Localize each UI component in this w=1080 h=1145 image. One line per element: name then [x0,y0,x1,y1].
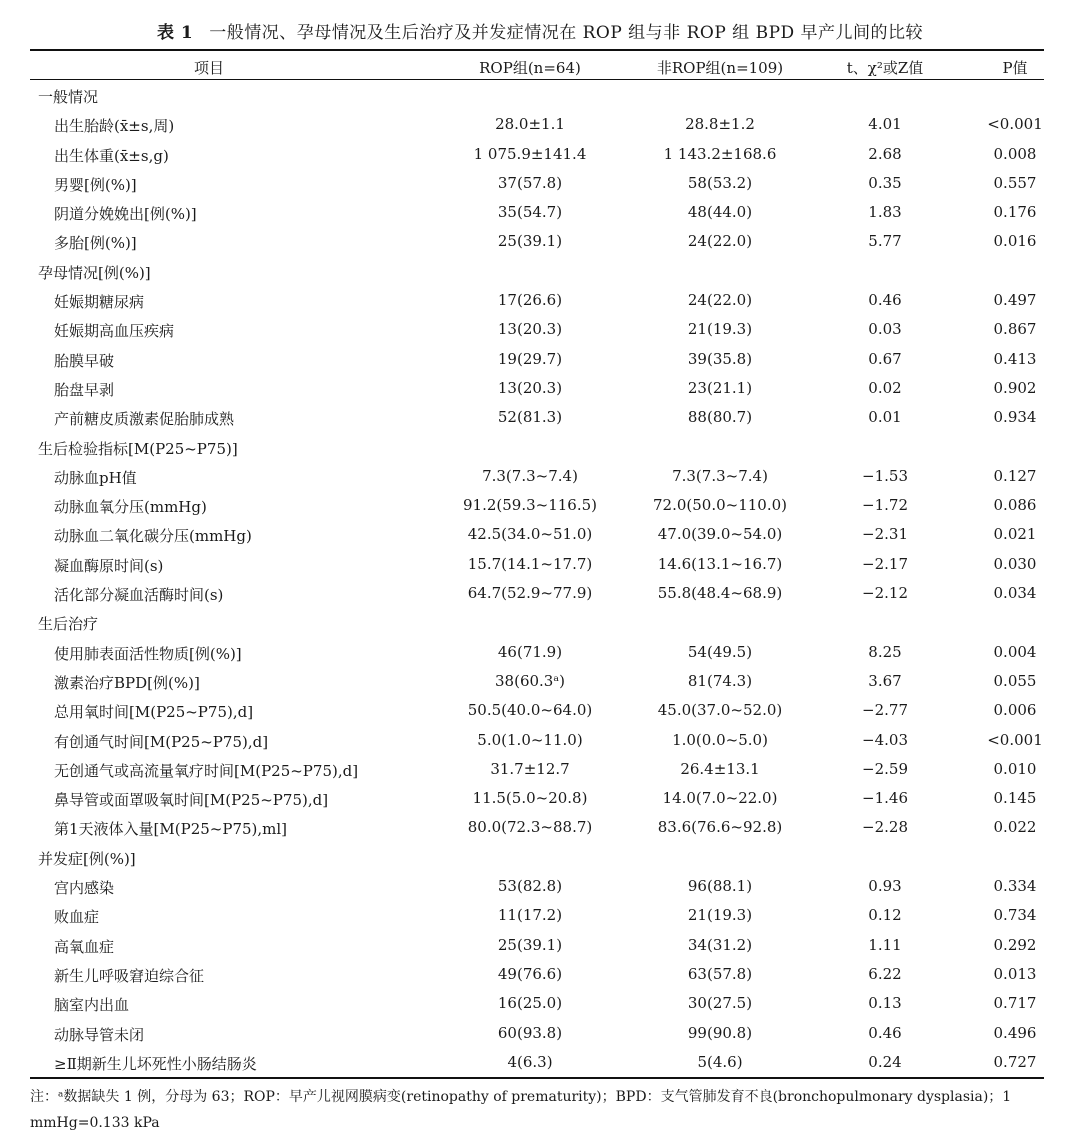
table-header [30,52,1044,80]
cell-rop: 11(17.2) [497,906,563,925]
cell-item: 脑室内出血 [54,996,130,1015]
cell-rop: 11.5(5.0~20.8) [472,789,588,808]
top-rule [30,49,1044,51]
cell-p-value: 0.292 [993,935,1037,954]
table-row [30,756,1044,785]
cell-rop: 46(71.9) [497,642,563,661]
header-non-rop-group: 非ROP组(n=109) [656,59,784,77]
cell-rop: 5.0(1.0~11.0) [477,730,583,749]
cell-rop: 35(54.7) [497,203,563,222]
header-p-value: P值 [1002,59,1028,77]
cell-rop: 4(6.3) [507,1052,553,1071]
cell-non-rop: 58(53.2) [687,173,753,192]
cell-non-rop: 72.0(50.0~110.0) [652,496,787,515]
cell-p-value: 0.013 [993,964,1037,983]
cell-item: 妊娠期高血压疾病 [54,322,175,341]
cell-non-rop: 34(31.2) [687,935,753,954]
cell-p-value: 0.334 [993,877,1037,896]
cell-non-rop: 21(19.3) [687,906,753,925]
cell-rop: 49(76.6) [497,964,563,983]
cell-rop: 42.5(34.0~51.0) [467,525,593,544]
table-title: 一般情况、孕母情况及生后治疗及并发症情况在 ROP 组与非 ROP 组 BPD 早产儿间的比较 [209,23,924,43]
cell-statistic: 0.46 [868,1023,902,1042]
cell-statistic: 0.13 [868,994,902,1013]
cell-non-rop: 88(80.7) [687,408,753,427]
cell-non-rop: 21(19.3) [687,320,753,339]
table-row [30,492,1044,521]
cell-statistic: 0.02 [868,378,902,397]
cell-rop: 60(93.8) [497,1023,563,1042]
section-row [30,82,1044,111]
cell-statistic: 5.77 [868,232,902,251]
cell-p-value: 0.016 [993,232,1037,251]
cell-statistic: −2.59 [862,759,908,778]
cell-p-value: 0.022 [993,818,1037,837]
cell-statistic: 0.67 [868,349,902,368]
cell-non-rop: 83.6(76.6~92.8) [657,818,783,837]
table-row [30,814,1044,843]
cell-rop: 25(39.1) [497,232,563,251]
table-row [30,228,1044,257]
cell-item: 动脉血pH值 [54,468,137,487]
table-row [30,727,1044,756]
cell-statistic: 4.01 [868,115,902,134]
cell-item: 妊娠期糖尿病 [54,293,145,312]
cell-p-value: 0.055 [993,671,1037,690]
table-row [30,287,1044,316]
cell-p-value: 0.127 [993,466,1037,485]
cell-item: 阴道分娩娩出[例(%)] [54,205,197,224]
cell-p-value: 0.902 [993,378,1037,397]
cell-statistic: 0.93 [868,877,902,896]
cell-item: 活化部分凝血活酶时间(s) [54,586,224,605]
cell-item: 新生儿呼吸窘迫综合征 [54,966,205,985]
section-row [30,844,1044,873]
cell-p-value: 0.010 [993,759,1037,778]
cell-item: 动脉导管未闭 [54,1025,145,1044]
bottom-rule [30,1077,1044,1079]
table-row [30,1049,1044,1078]
table-row [30,404,1044,433]
section-row [30,434,1044,463]
cell-item: ≥Ⅱ期新生儿坏死性小肠结肠炎 [54,1054,257,1073]
cell-statistic: 1.11 [868,935,902,954]
cell-item: 动脉血二氧化碳分压(mmHg) [54,527,252,546]
cell-p-value: 0.867 [993,320,1037,339]
header-item: 项目 [193,59,224,77]
table-row [30,316,1044,345]
cell-p-value: 0.496 [993,1023,1037,1042]
cell-non-rop: 30(27.5) [687,994,753,1013]
cell-non-rop: 26.4±13.1 [680,759,760,778]
cell-rop: 31.7±12.7 [490,759,570,778]
cell-statistic: −2.17 [862,554,908,573]
cell-rop: 80.0(72.3~88.7) [467,818,593,837]
cell-non-rop: 55.8(48.4~68.9) [657,584,783,603]
cell-non-rop: 24(22.0) [687,291,753,310]
header-rop-group: ROP组(n=64) [479,59,581,77]
table-row [30,1020,1044,1049]
table-row [30,141,1044,170]
cell-p-value: 0.734 [993,906,1037,925]
cell-statistic: 0.03 [868,320,902,339]
cell-item: 并发症[例(%)] [38,849,136,868]
cell-item: 产前糖皮质激素促胎肺成熟 [54,410,235,429]
cell-p-value: 0.717 [993,994,1037,1013]
cell-non-rop: 14.6(13.1~16.7) [657,554,783,573]
cell-non-rop: 7.3(7.3~7.4) [672,466,768,485]
cell-statistic: −2.28 [862,818,908,837]
cell-statistic: 8.25 [868,642,902,661]
cell-p-value: 0.934 [993,408,1037,427]
cell-non-rop: 28.8±1.2 [685,115,755,134]
cell-non-rop: 47.0(39.0~54.0) [657,525,783,544]
cell-rop: 53(82.8) [497,877,563,896]
table-row [30,668,1044,697]
cell-p-value: 0.008 [993,144,1037,163]
cell-p-value: 0.004 [993,642,1037,661]
cell-rop: 64.7(52.9~77.9) [467,584,593,603]
cell-statistic: −2.77 [862,701,908,720]
cell-item: 出生胎龄(x̄±s,周) [54,117,175,136]
header-rule [30,79,1044,80]
cell-p-value: 0.021 [993,525,1037,544]
cell-p-value: 0.086 [993,496,1037,515]
cell-item: 第1天液体入量[M(P25~P75),ml] [54,820,288,839]
cell-non-rop: 14.0(7.0~22.0) [662,789,778,808]
cell-item: 多胎[例(%)] [54,234,137,253]
cell-p-value: 0.176 [993,203,1037,222]
cell-item: 宫内感染 [54,879,115,898]
cell-p-value: 0.145 [993,789,1037,808]
cell-rop: 16(25.0) [497,994,563,1013]
cell-rop: 15.7(14.1~17.7) [467,554,593,573]
table-row [30,961,1044,990]
cell-p-value: <0.001 [987,730,1043,749]
table-row [30,932,1044,961]
cell-item: 败血症 [54,908,100,927]
cell-item: 一般情况 [38,88,99,106]
cell-item: 男婴[例(%)] [54,175,137,194]
cell-non-rop: 48(44.0) [687,203,753,222]
cell-rop: 38(60.3ᵃ) [495,671,565,690]
table-row [30,170,1044,199]
cell-rop: 37(57.8) [497,173,563,192]
cell-p-value: <0.001 [987,115,1043,134]
table-row [30,785,1044,814]
table-row [30,639,1044,668]
cell-non-rop: 23(21.1) [687,378,753,397]
cell-item: 胎盘早剥 [54,380,115,399]
table-label: 表 1 [156,23,194,43]
cell-statistic: 3.67 [868,671,902,690]
cell-non-rop: 5(4.6) [697,1052,743,1071]
table-row [30,375,1044,404]
cell-statistic: 2.68 [868,144,902,163]
cell-statistic: −1.72 [862,496,908,515]
cell-rop: 17(26.6) [497,291,563,310]
cell-rop: 1 075.9±141.4 [473,144,587,163]
cell-statistic: 0.01 [868,408,902,427]
cell-item: 总用氧时间[M(P25~P75),d] [54,703,254,722]
cell-statistic: 0.35 [868,173,902,192]
table-row [30,346,1044,375]
table-row [30,551,1044,580]
cell-item: 高氧血症 [54,937,115,956]
cell-statistic: −1.46 [862,789,908,808]
cell-item: 凝血酶原时间(s) [54,556,164,575]
cell-p-value: 0.413 [993,349,1037,368]
cell-rop: 7.3(7.3~7.4) [482,466,578,485]
cell-rop: 19(29.7) [497,349,563,368]
cell-item: 胎膜早破 [54,351,115,370]
cell-statistic: −2.12 [862,584,908,603]
section-row [30,609,1044,638]
cell-rop: 28.0±1.1 [495,115,565,134]
table-row [30,990,1044,1019]
cell-non-rop: 24(22.0) [687,232,753,251]
cell-p-value: 0.034 [993,584,1037,603]
cell-item: 生后治疗 [38,615,99,634]
table-row [30,873,1044,902]
table-row [30,199,1044,228]
table-row [30,580,1044,609]
cell-rop: 50.5(40.0~64.0) [467,701,593,720]
cell-p-value: 0.557 [993,173,1037,192]
cell-item: 出生体重(x̄±s,g) [54,146,169,165]
table-row [30,521,1044,550]
table-body [30,82,1044,1078]
cell-p-value: 0.030 [993,554,1037,573]
cell-item: 使用肺表面活性物质[例(%)] [54,644,242,663]
cell-item: 孕母情况[例(%)] [38,263,151,282]
cell-rop: 25(39.1) [497,935,563,954]
cell-rop: 13(20.3) [497,378,563,397]
table-row [30,463,1044,492]
section-row [30,258,1044,287]
cell-non-rop: 1.0(0.0~5.0) [672,730,768,749]
cell-non-rop: 63(57.8) [687,964,753,983]
cell-item: 鼻导管或面罩吸氧时间[M(P25~P75),d] [54,791,329,810]
cell-p-value: 0.727 [993,1052,1037,1071]
cell-statistic: −4.03 [862,730,908,749]
table-caption [0,18,1080,43]
cell-p-value: 0.497 [993,291,1037,310]
cell-non-rop: 99(90.8) [687,1023,753,1042]
cell-item: 无创通气或高流量氧疗时间[M(P25~P75),d] [54,761,359,780]
table-footnote: 注：ᵃ数据缺失 1 例，分母为 63；ROP：早产儿视网膜病变(retinopathy of prematurity)；BPD：支气管肺发育不良(bronchopulmonary dysplasia)；1 mmHg=0.133 kPa [30,1089,1012,1131]
cell-statistic: −2.31 [862,525,908,544]
table-row [30,111,1044,140]
cell-item: 动脉血氧分压(mmHg) [54,498,207,517]
cell-non-rop: 45.0(37.0~52.0) [657,701,783,720]
cell-rop: 52(81.3) [497,408,563,427]
header-statistic: t、χ²或Z值 [846,59,924,77]
cell-non-rop: 1 143.2±168.6 [663,144,777,163]
cell-item: 生后检验指标[M(P25~P75)] [38,439,238,458]
cell-item: 激素治疗BPD[例(%)] [54,673,200,692]
cell-non-rop: 81(74.3) [687,671,753,690]
cell-statistic: 6.22 [868,964,902,983]
table-row [30,697,1044,726]
cell-statistic: 0.12 [868,906,902,925]
cell-non-rop: 39(35.8) [687,349,753,368]
cell-p-value: 0.006 [993,701,1037,720]
cell-item: 有创通气时间[M(P25~P75),d] [54,732,269,751]
table-row [30,902,1044,931]
cell-rop: 13(20.3) [497,320,563,339]
cell-statistic: 0.46 [868,291,902,310]
cell-non-rop: 54(49.5) [687,642,753,661]
cell-statistic: 1.83 [868,203,902,222]
cell-rop: 91.2(59.3~116.5) [462,496,597,515]
cell-non-rop: 96(88.1) [687,877,753,896]
cell-statistic: −1.53 [862,466,908,485]
cell-statistic: 0.24 [868,1052,902,1071]
